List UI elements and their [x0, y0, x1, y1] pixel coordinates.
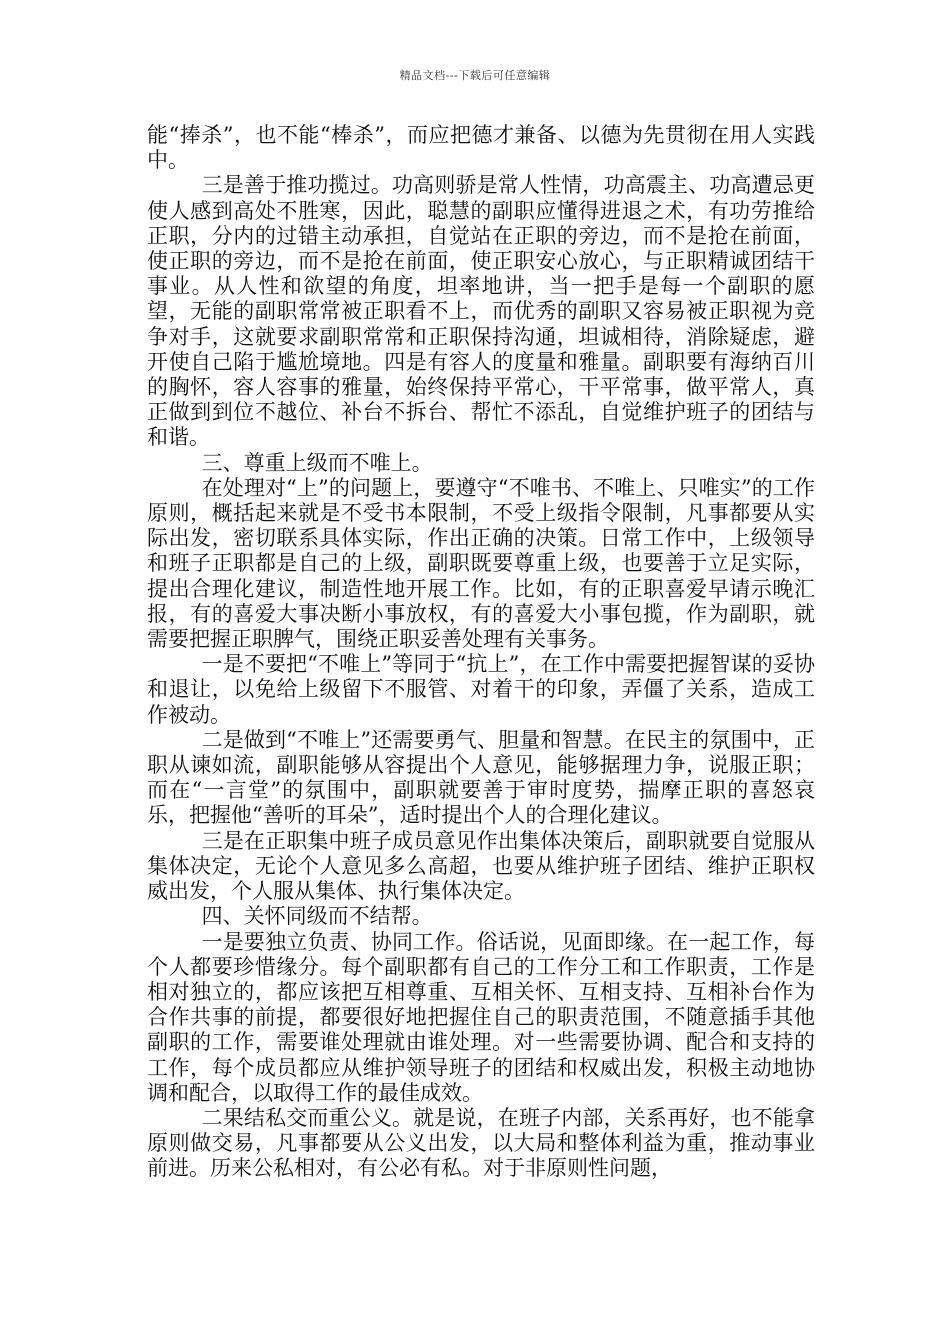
paragraph: 三是在正职集中班子成员意见作出集体决策后，副职就要自觉服从集体决定，无论个人意见多么高超，也要从维护班子团结、维护正职权威出发，个人服从集体、执行集体决定。 [147, 828, 815, 904]
section-heading: 四、关怀同级而不结帮。 [201, 904, 433, 929]
paragraph: 三是善于推功揽过。功高则骄是常人性情，功高震主、功高遭忌更使人感到高处不胜寒，因此，聪慧的副职应懂得进退之术，有功劳推给正职，分内的过错主动承担，自觉站在正职的旁边，而不是抢在前面，使正职的旁边，而不是抢在前面，使正职安心放心，与正职精诚团结干事业。从人性和欲望的角度，坦率地讲，当一把手是每一个副职的愿望，无能的副职常常被正职看不上，而优秀的副职又容易被正职视为竞争对手，这就要求副职常常和正职保持沟通，坦诚相待，消除疑虑，避开使自己陷于尴尬境地。四是有容人的度量和雅量。副职要有海纳百川的胸怀，容人容事的雅量，始终保持平常心，干平常事，做平常人，真正做到到位不越位、补台不拆台、帮忙不添乱，自觉维护班子的团结与和谐。 [147, 173, 815, 450]
paragraph: 在处理对“上”的问题上，要遵守“不唯书、不唯上、只唯实”的工作原则，概括起来就是不受书本限制，不受上级指令限制，凡事都要从实际出发，密切联系具体实际，作出正确的决策。日常工作中，上级领导和班子正职都是自己的上级，副职既要尊重上级，也要善于立足实际，提出合理化建议，制造性地开展工作。比如，有的正职喜爱早请示晚汇报，有的喜爱大事决断小事放权，有的喜爱大小事包揽，作为副职，就需要把握正职脾气，围绕正职妥善处理有关事务。 [147, 475, 815, 652]
document-body [147, 123, 815, 1182]
paragraph: 二果结私交而重公义。就是说，在班子内部，关系再好，也不能拿原则做交易，凡事都要从公义出发，以大局和整体利益为重，推动事业前进。历来公私相对，有公必有私。对于非原则性问题， [147, 1105, 815, 1181]
paragraph: 二是做到“不唯上”还需要勇气、胆量和智慧。在民主的氛围中，正职从谏如流，副职能够从容提出个人意见，能够据理力争，说服正职；而在“一言堂”的氛围中，副职就要善于审时度势，揣摩正职的喜怒哀乐，把握他“善听的耳朵”，适时提出个人的合理化建议。 [147, 727, 815, 828]
paragraph: 能“捧杀”，也不能“棒杀”，而应把德才兼备、以德为先贯彻在用人实践中。 [147, 123, 815, 173]
paragraph: 一是要独立负责、协同工作。俗话说，见面即缘。在一起工作，每个人都要珍惜缘分。每个副职都有自己的工作分工和工作职责，工作是相对独立的，都应该把互相尊重、互相关怀、互相支持、互相补台作为合作共事的前提，都要很好地把握住自己的职责范围，不随意插手其他副职的工作，需要谁处理就由谁处理。对一些需要协调、配合和支持的工作，每个成员都应从维护领导班子的团结和权威出发，积极主动地协调和配合，以取得工作的最佳成效。 [147, 929, 815, 1105]
page-header: 精品文档---下载后可任意编辑 [399, 69, 551, 82]
section-heading: 三、尊重上级而不唯上。 [201, 450, 433, 475]
paragraph: 一是不要把“不唯上”等同于“抗上”，在工作中需要把握智谋的妥协和退让，以免给上级留下不服管、对着干的印象，弄僵了关系，造成工作被动。 [147, 652, 815, 727]
